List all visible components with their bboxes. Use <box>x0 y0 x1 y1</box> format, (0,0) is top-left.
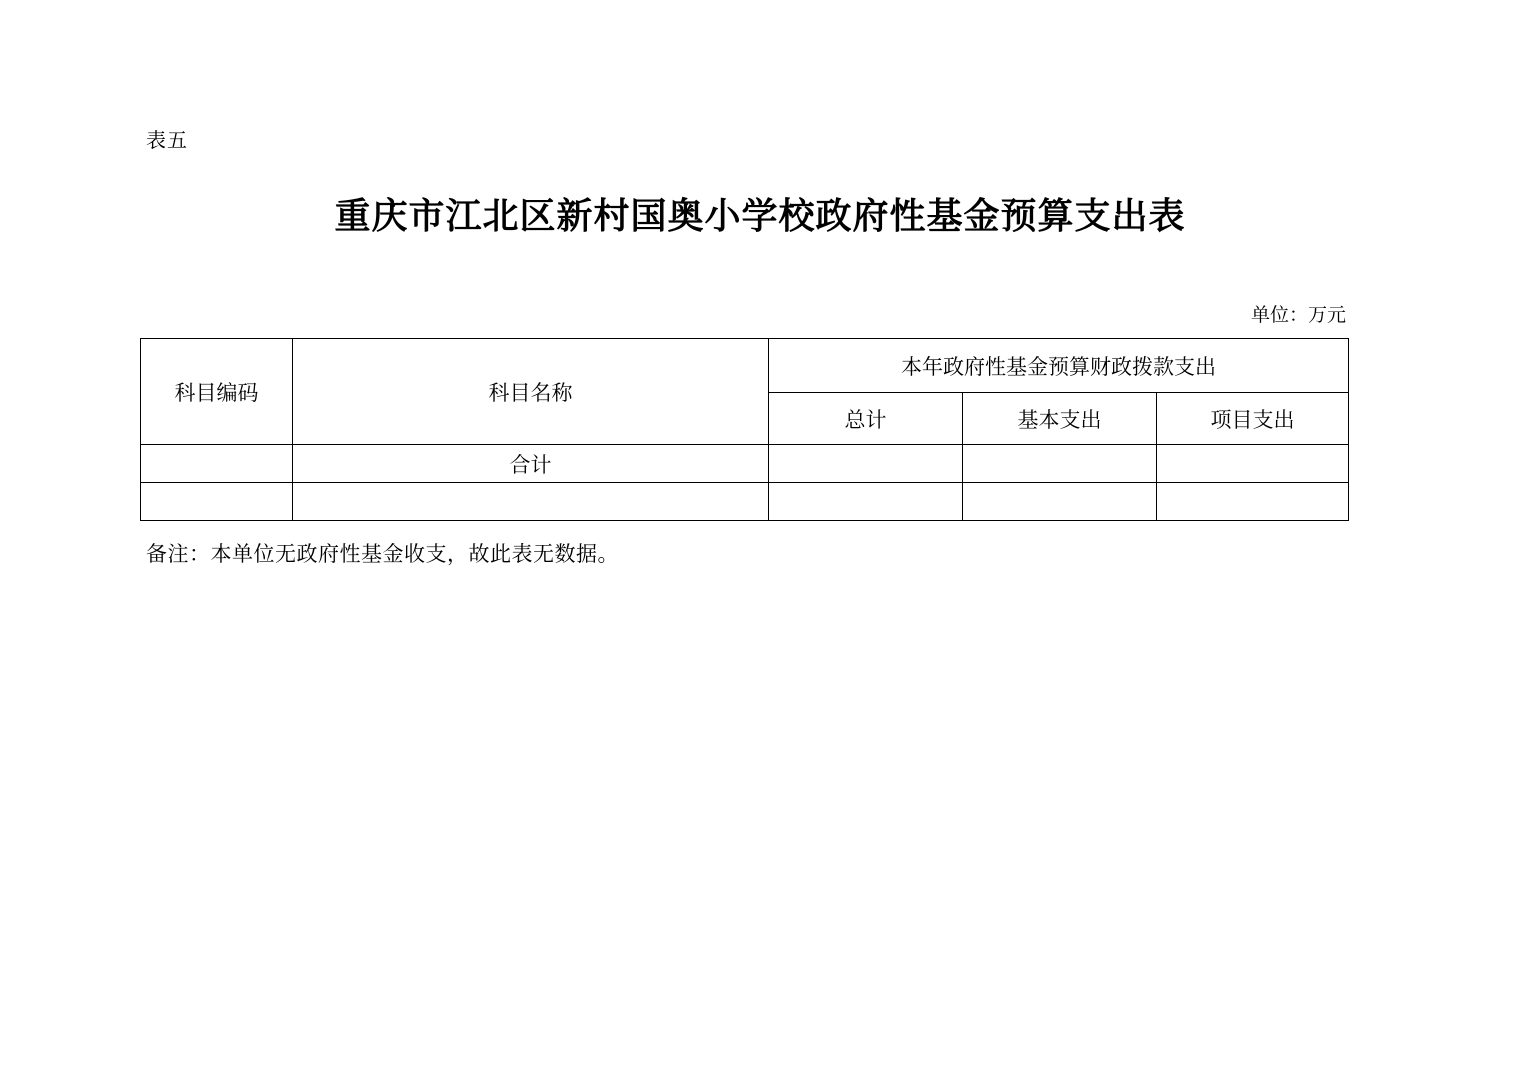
unit-note: 单位：万元 <box>1250 304 1346 326</box>
cell-name-total: 合计 <box>293 445 769 483</box>
header-group-funding: 本年政府性基金预算财政拨款支出 <box>769 339 1349 393</box>
table-header-row-1 <box>141 339 1349 393</box>
cell-project <box>1157 445 1349 483</box>
header-name: 科目名称 <box>293 339 769 445</box>
budget-table <box>140 338 1349 521</box>
header-basic: 基本支出 <box>963 393 1157 445</box>
cell-total <box>769 445 963 483</box>
header-code: 科目编码 <box>141 339 293 445</box>
page-title: 重庆市江北区新村国奥小学校政府性基金预算支出表 <box>334 196 1186 236</box>
cell-code <box>141 445 293 483</box>
sheet-label: 表五 <box>146 128 188 152</box>
cell-basic <box>963 445 1157 483</box>
footnote: 备注：本单位无政府性基金收支，故此表无数据。 <box>146 542 619 566</box>
header-project: 项目支出 <box>1157 393 1349 445</box>
table-header <box>141 339 1349 445</box>
cell-code <box>141 483 293 521</box>
budget-table-wrapper <box>140 338 1348 521</box>
cell-basic <box>963 483 1157 521</box>
table-row <box>141 483 1349 521</box>
cell-project <box>1157 483 1349 521</box>
table-body <box>141 445 1349 521</box>
table-row <box>141 445 1349 483</box>
cell-total <box>769 483 963 521</box>
header-total: 总计 <box>769 393 963 445</box>
cell-name <box>293 483 769 521</box>
